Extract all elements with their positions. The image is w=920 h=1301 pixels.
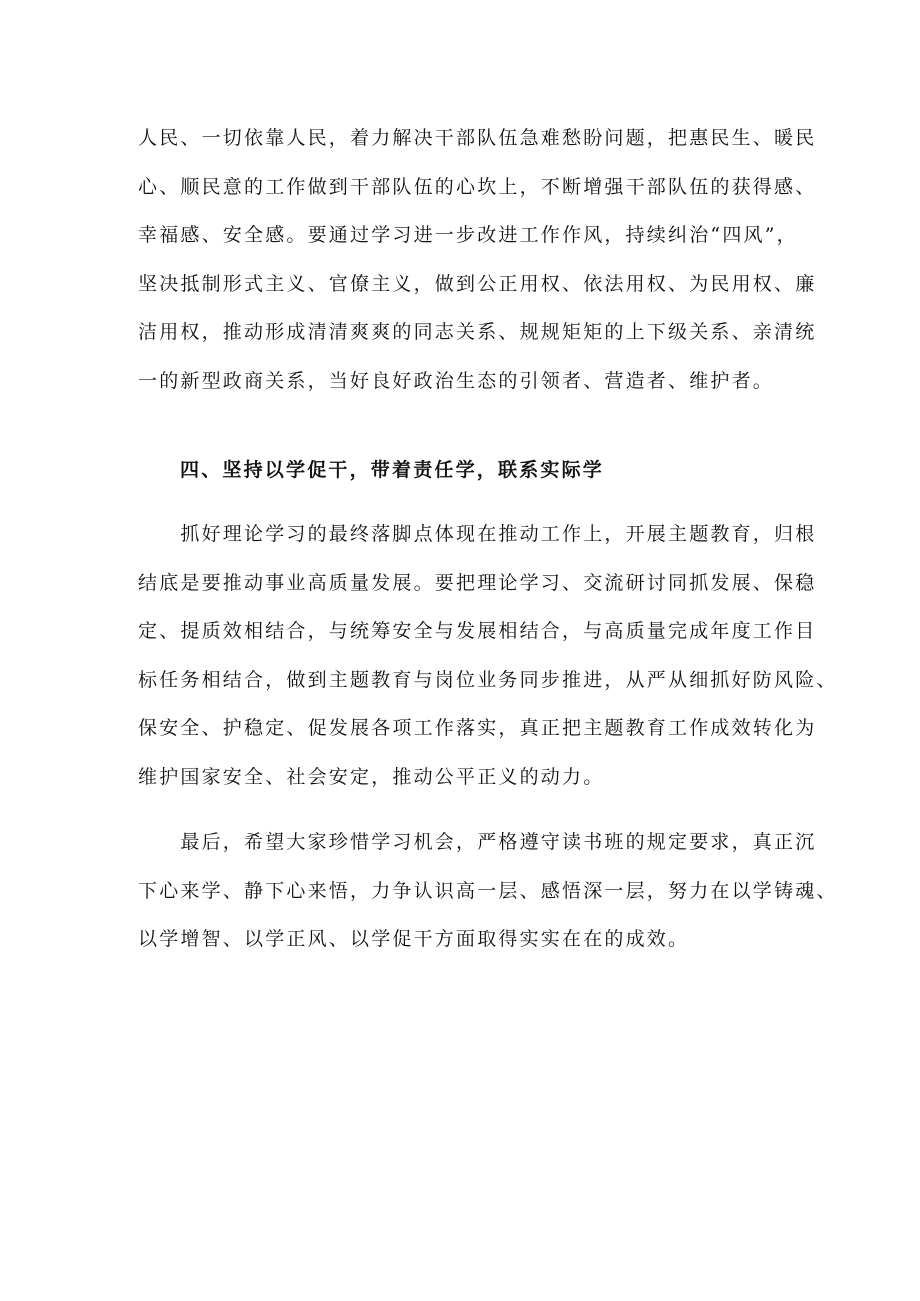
paragraph-line: 抓好理论学习的最终落脚点体现在推动工作上，开展主题教育，归根 bbox=[138, 523, 817, 545]
paragraph-line: 坚决抵制形式主义、官僚主义，做到公正用权、依法用权、为民用权、廉 bbox=[138, 272, 817, 295]
paragraph-2 bbox=[138, 510, 838, 801]
section-heading: 四、坚持以学促干，带着责任学，联系实际学 bbox=[180, 459, 605, 481]
paragraph-line: 洁用权，推动形成清清爽爽的同志关系、规规矩矩的上下级关系、亲清统 bbox=[138, 321, 817, 343]
paragraph-line: 维护国家安全、社会安定，推动公平正义的动力。 bbox=[138, 765, 605, 788]
paragraph-line: 下心来学、静下心来悟，力争认识高一层、感悟深一层，努力在以学铸魂、 bbox=[138, 879, 838, 902]
paragraph-3 bbox=[138, 818, 838, 964]
paragraph-line: 标任务相结合，做到主题教育与岗位业务同步推进，从严从细抓好防风险、 bbox=[138, 668, 838, 691]
paragraph-line: 结底是要推动事业高质量发展。要把理论学习、交流研讨同抓发展、保稳 bbox=[138, 571, 817, 594]
paragraph-line: 心、顺民意的工作做到干部队伍的心坎上，不断增强干部队伍的获得感、 bbox=[138, 175, 817, 198]
paragraph-line: 以学增智、以学正风、以学促干方面取得实实在在的成效。 bbox=[138, 928, 690, 950]
paragraph-1 bbox=[138, 114, 817, 405]
paragraph-line: 一的新型政商关系，当好良好政治生态的引领者、营造者、维护者。 bbox=[138, 369, 775, 392]
paragraph-line: 保安全、护稳定、促发展各项工作落实，真正把主题教育工作成效转化为 bbox=[138, 717, 817, 739]
paragraph-line: 幸福感、安全感。要通过学习进一步改进工作作风，持续纠治“四风”， bbox=[138, 224, 798, 246]
paragraph-line: 最后，希望大家珍惜学习机会，严格遵守读书班的规定要求，真正沉 bbox=[138, 831, 817, 853]
paragraph-line: 人民、一切依靠人民，着力解决干部队伍急难愁盼问题，把惠民生、暖民 bbox=[138, 127, 817, 149]
paragraph-line: 定、提质效相结合，与统筹安全与发展相结合，与高质量完成年度工作目 bbox=[138, 620, 817, 642]
